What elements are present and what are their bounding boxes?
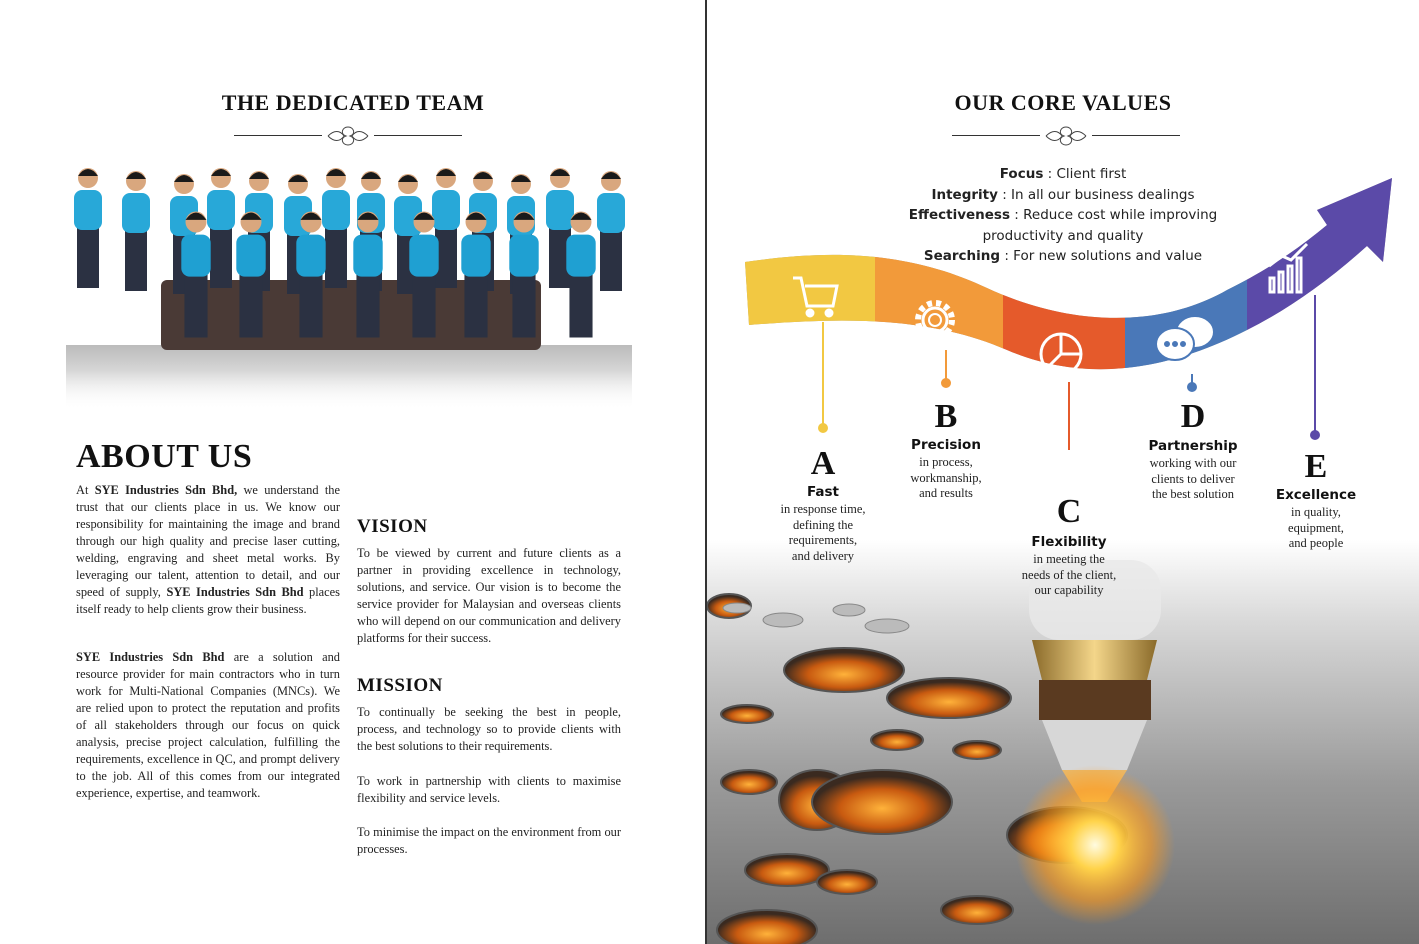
about-paragraph-2: [76, 649, 340, 802]
vision-title: VISION: [357, 516, 428, 537]
value-name-fast: Fast: [806, 484, 840, 500]
mission-text-2: To work in partnership with clients to maximise flexibility and service levels.: [357, 774, 621, 805]
value-statement-key: Integrity: [931, 186, 998, 203]
value-statement-key: Focus: [999, 166, 1044, 182]
value-desc-line: our capability: [1034, 583, 1104, 597]
value-desc-line: and delivery: [791, 548, 855, 563]
about-p1-run: SYE Industries Sdn Bhd: [166, 585, 304, 599]
core-values-heading: OUR CORE VALUES: [954, 90, 1172, 115]
mission-title: MISSION: [357, 675, 443, 696]
team-member: [74, 168, 102, 288]
team-member: [322, 168, 350, 288]
value-letter-d: D: [1180, 398, 1206, 435]
core-values-arrow: [707, 170, 1419, 450]
right-page: [707, 0, 1419, 944]
about-paragraph-1: [76, 482, 340, 618]
value-desc-excellence: [1236, 505, 1396, 552]
value-desc-line: workmanship,: [910, 470, 982, 485]
value-statement-key: Effectiveness: [908, 207, 1010, 223]
value-desc-line: requirements,: [788, 533, 858, 547]
value-name-partnership: Partnership: [1148, 438, 1238, 454]
about-p1-run: places itself ready to help clients grow their business.: [76, 585, 341, 616]
value-name-precision: Precision: [911, 437, 981, 453]
ornament-divider: [234, 124, 462, 150]
value-desc-line: in meeting the: [1033, 552, 1105, 566]
value-statement-text: : Reduce cost while improving: [1010, 207, 1218, 223]
mission-text-1: To continually be seeking the best in people, process, and technology so to provide clients with the best solutions to their requirements.: [357, 705, 621, 753]
value-name-excellence: Excellence: [1275, 487, 1357, 503]
about-us-title: ABOUT US: [76, 438, 253, 475]
ornament-divider-right: [952, 124, 1180, 150]
value-desc-line: equipment,: [1288, 520, 1344, 535]
left-page: [0, 0, 706, 944]
value-desc-line: in response time,: [780, 502, 866, 516]
value-statement-key: Searching: [923, 248, 1001, 264]
value-letter-b: B: [934, 398, 958, 435]
value-desc-fast: [743, 502, 903, 564]
value-letter-a: A: [810, 445, 836, 482]
value-name-flexibility: Flexibility: [1031, 534, 1107, 550]
value-desc-line: in quality,: [1291, 505, 1341, 519]
team-member: [207, 168, 235, 288]
value-desc-flexibility: [989, 552, 1149, 599]
value-letter-c: C: [1056, 493, 1082, 530]
value-desc-line: clients to deliver: [1151, 471, 1235, 486]
value-statement-text: productivity and quality: [982, 227, 1144, 244]
team-member: [597, 171, 625, 291]
about-p1-run: we understand the trust that our clients place in us. We know our responsibility for maintaining the image and brand through our high quality and precise laser cutting, welding, engraving and sheet metal works. By leveraging our talent, attention to detail, and our speed of supply,: [76, 483, 341, 599]
about-p2-run: SYE Industries Sdn Bhd: [76, 650, 225, 664]
about-p1-run: At: [76, 483, 95, 497]
vision-text: To be viewed by current and future clients as a partner in providing excellence in technology, solutions, and service. Our vision is to become the service provider for Malaysian and overseas clients who will depend on our communication and delivery platforms for their success.: [357, 546, 621, 645]
laser-cutting-image: [707, 540, 1419, 944]
about-p1-run: SYE Industries Sdn Bhd,: [94, 483, 238, 497]
team-photo: [66, 160, 632, 410]
value-desc-line: and results: [919, 486, 973, 500]
value-letter-e: E: [1304, 448, 1328, 485]
value-desc-line: in process,: [919, 455, 973, 469]
team-member: [122, 171, 150, 291]
value-desc-line: and people: [1288, 536, 1344, 550]
value-statement-text: : Client first: [1043, 166, 1127, 182]
mission-text-3: To minimise the impact on the environment from our processes.: [357, 825, 621, 856]
value-desc-line: the best solution: [1152, 487, 1234, 501]
value-statement-text: : For new solutions and value: [1000, 248, 1203, 264]
value-statement-text: : In all our business dealings: [997, 186, 1195, 203]
value-desc-line: needs of the client,: [1021, 567, 1117, 582]
team-heading: THE DEDICATED TEAM: [221, 90, 485, 115]
about-p2-run: are a solution and resource provider for main contractors who in turn work for Multi-National Companies (MNCs). We are relied upon to protect the reputation and profits of all stakeholders through our focus on quick analysis, precise project calculation, fulfilling the requirements, excellence in QC, and prompt delivery to the job. All of this comes from our integrated experience, expertise, and teamwork.: [76, 650, 341, 800]
value-desc-line: working with our: [1149, 456, 1237, 470]
value-desc-line: defining the: [792, 517, 854, 532]
